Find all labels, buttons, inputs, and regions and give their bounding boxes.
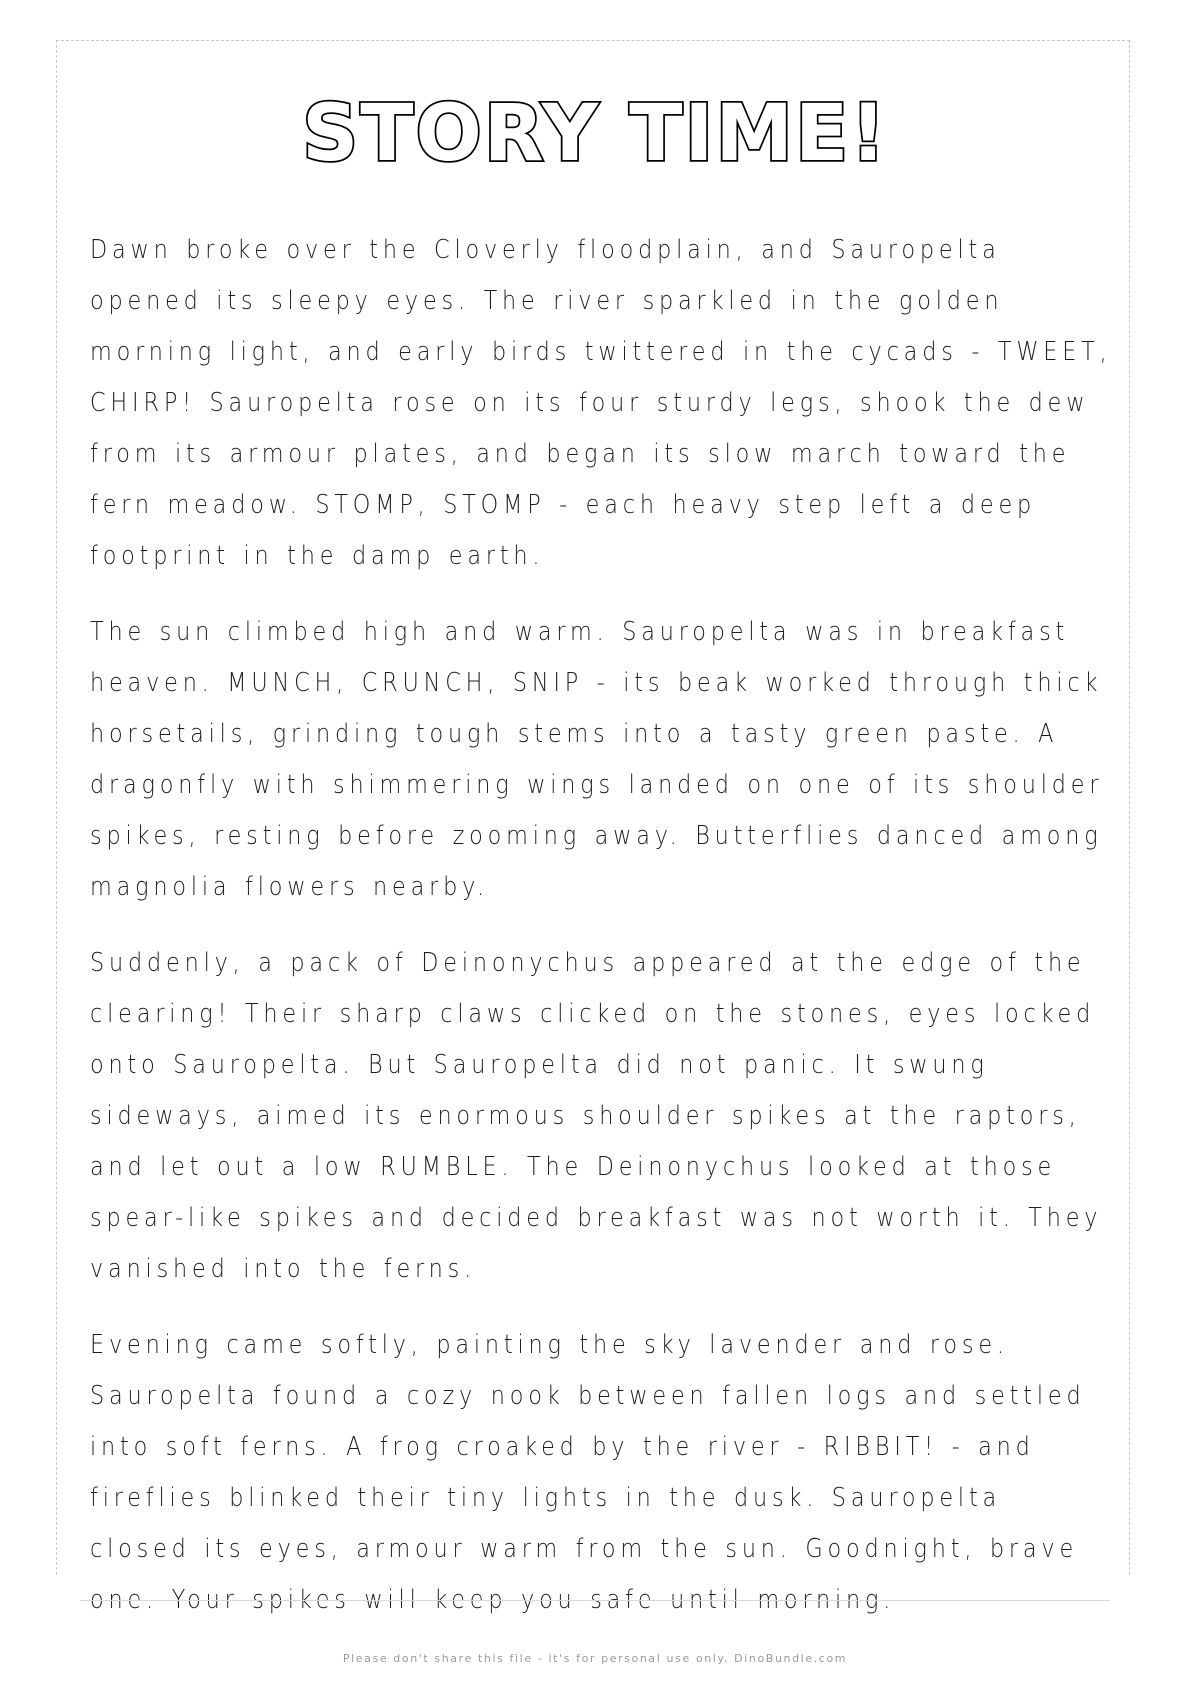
story-paragraph-3: Suddenly, a pack of Deinonychus appeared at the edge of the clearing! Their sharp claws clicked on the stones, eyes locked onto Sauropelta. But Sauropelta did not panic. It swung sideways, aimed its enormous shoulder spikes at the raptors, and let out a low RUMBLE. The Deinonychus looked at those spear-like spikes and decided breakfast was not worth it. They vanished into the ferns. bbox=[90, 948, 1103, 1284]
footer-divider bbox=[80, 1600, 1110, 1601]
story-paragraph-4: Evening came softly, painting the sky lavender and rose. Sauropelta found a cozy nook between fallen logs and settled into soft ferns. A frog croaked by the river - RIBBIT! - and fireflies blinked their tiny lights in the dusk. Sauropelta closed its eyes, armour warm from the sun. Goodnight, brave one. Your spikes will keep you safe until morning. bbox=[90, 1330, 1086, 1615]
story-body bbox=[90, 225, 1115, 1651]
story-paragraph-2: The sun climbed high and warm. Sauropelta was in breakfast heaven. MUNCH, CRUNCH, SNIP - its beak worked through thick horsetails, grinding tough stems into a tasty green paste. A dragonfly with shimmering wings landed on one of its shoulder spikes, resting before zooming away. Butterflies danced among magnolia flowers nearby. bbox=[90, 617, 1104, 902]
story-paragraph-1: Dawn broke over the Cloverly floodplain, and Sauropelta opened its sleepy eyes. The river sparkled in the golden morning light, and early birds twittered in the cycads - TWEET, CHIRP! Sauropelta rose on its four sturdy legs, shook the dew from its armour plates, and began its slow march toward the fern meadow. STOMP, STOMP - each heavy step left a deep footprint in the damp earth. bbox=[90, 235, 1112, 571]
footer-notice: Please don't share this file - it's for personal use only. DinoBundle.com bbox=[342, 1652, 848, 1665]
page-title: STORY TIME! bbox=[302, 89, 888, 179]
